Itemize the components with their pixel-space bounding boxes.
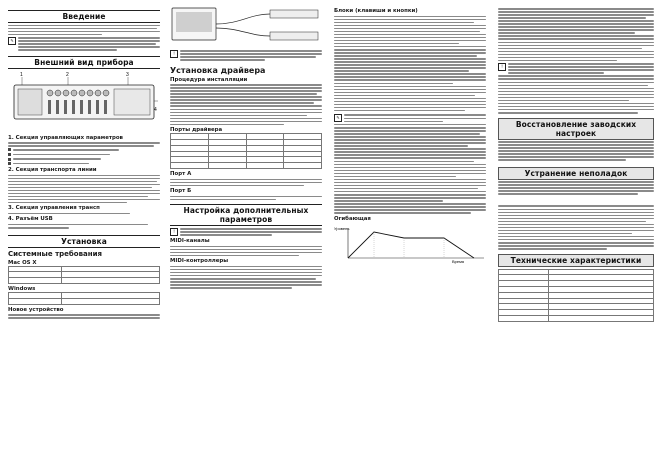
callout-1: 1	[20, 71, 23, 78]
connect-note	[170, 50, 322, 61]
spec-heading: Технические характеристики	[498, 254, 654, 267]
intro-note	[8, 37, 160, 51]
warning-icon: !	[170, 50, 178, 58]
callout-4: 4	[154, 106, 157, 113]
column4-note-1	[498, 63, 654, 74]
troubleshoot-heading: Устранение неполадок	[498, 167, 654, 180]
section3-paragraph	[8, 213, 160, 215]
windows-label: Windows	[8, 285, 36, 292]
intro-paragraph	[8, 25, 160, 36]
troubleshoot-subhead	[498, 197, 654, 204]
midi-label: MIDI-каналы	[170, 238, 210, 245]
ports-table	[170, 133, 322, 169]
port-b-label: Порт Б	[170, 188, 192, 195]
column-3	[334, 0, 486, 468]
extra-heading: Настройка дополнительных параметров	[170, 204, 322, 226]
envelope-y-axis-label: Уровень	[334, 225, 350, 231]
info-icon: ✎	[8, 37, 16, 45]
ports-label: Порты драйвера	[170, 127, 223, 134]
intro-heading: Введение	[8, 10, 160, 23]
callout-3: 3	[126, 71, 129, 78]
port-a-label: Порт А	[170, 171, 192, 178]
column-4	[498, 0, 654, 468]
column4-paragraph-2	[498, 75, 654, 113]
column3-paragraph-1	[334, 16, 486, 112]
column3-note	[334, 114, 486, 122]
section4-paragraph	[8, 224, 160, 229]
port-a-paragraph	[170, 179, 322, 187]
warning-icon: !	[170, 228, 178, 236]
column-1	[8, 0, 160, 468]
callout-2: 2	[66, 71, 69, 78]
driver-paragraph	[170, 84, 322, 125]
envelope-graph	[334, 224, 486, 264]
newdev-label: Новое устройство	[8, 306, 64, 313]
connection-diagram	[170, 4, 322, 48]
section4-title: 4. Разъём USB	[8, 216, 53, 223]
install-heading: Установка	[8, 235, 160, 248]
mac-label: Mac OS X	[8, 259, 37, 266]
driver-subtitle: Процедура инсталляции	[170, 76, 248, 83]
midi-paragraph	[170, 246, 322, 257]
column-2	[170, 0, 322, 468]
device-diagram	[8, 71, 160, 133]
block-title: Блоки (клавиши и кнопки)	[334, 8, 418, 14]
mac-requirements-table	[8, 266, 160, 284]
troubleshoot-paragraph-2	[498, 205, 654, 249]
envelope-x-axis-label: Время	[452, 258, 465, 264]
section2-paragraph	[8, 175, 160, 204]
appearance-heading: Внешний вид прибора	[8, 56, 160, 69]
column3-paragraph-2	[334, 124, 486, 214]
sysreq-title: Системные требования	[8, 249, 102, 258]
port-b-paragraph	[170, 196, 322, 201]
info-icon: ✎	[334, 114, 342, 122]
midi-label-2: MIDI-контроллеры	[170, 258, 229, 265]
extra-note	[170, 228, 322, 236]
section3-title: 3. Секция управления трансп	[8, 205, 100, 212]
driver-heading: Установка драйвера	[170, 65, 266, 75]
section1-title: 1. Секция управляющих параметров	[8, 134, 123, 141]
newdev-paragraph	[8, 314, 160, 319]
restore-heading: Восстановление заводских настроек	[498, 118, 654, 140]
restore-paragraph	[498, 141, 654, 161]
warning-icon: !	[498, 63, 506, 71]
windows-requirements-table	[8, 292, 160, 305]
envelope-label: Огибающая	[334, 215, 371, 222]
section1-paragraph	[8, 142, 160, 165]
spec-table	[498, 269, 654, 322]
column4-paragraph-1	[498, 8, 654, 61]
midi-paragraph-2	[170, 266, 322, 289]
troubleshoot-paragraph-1	[498, 181, 654, 195]
section2-title: 2. Секция транспорта линии	[8, 167, 97, 174]
